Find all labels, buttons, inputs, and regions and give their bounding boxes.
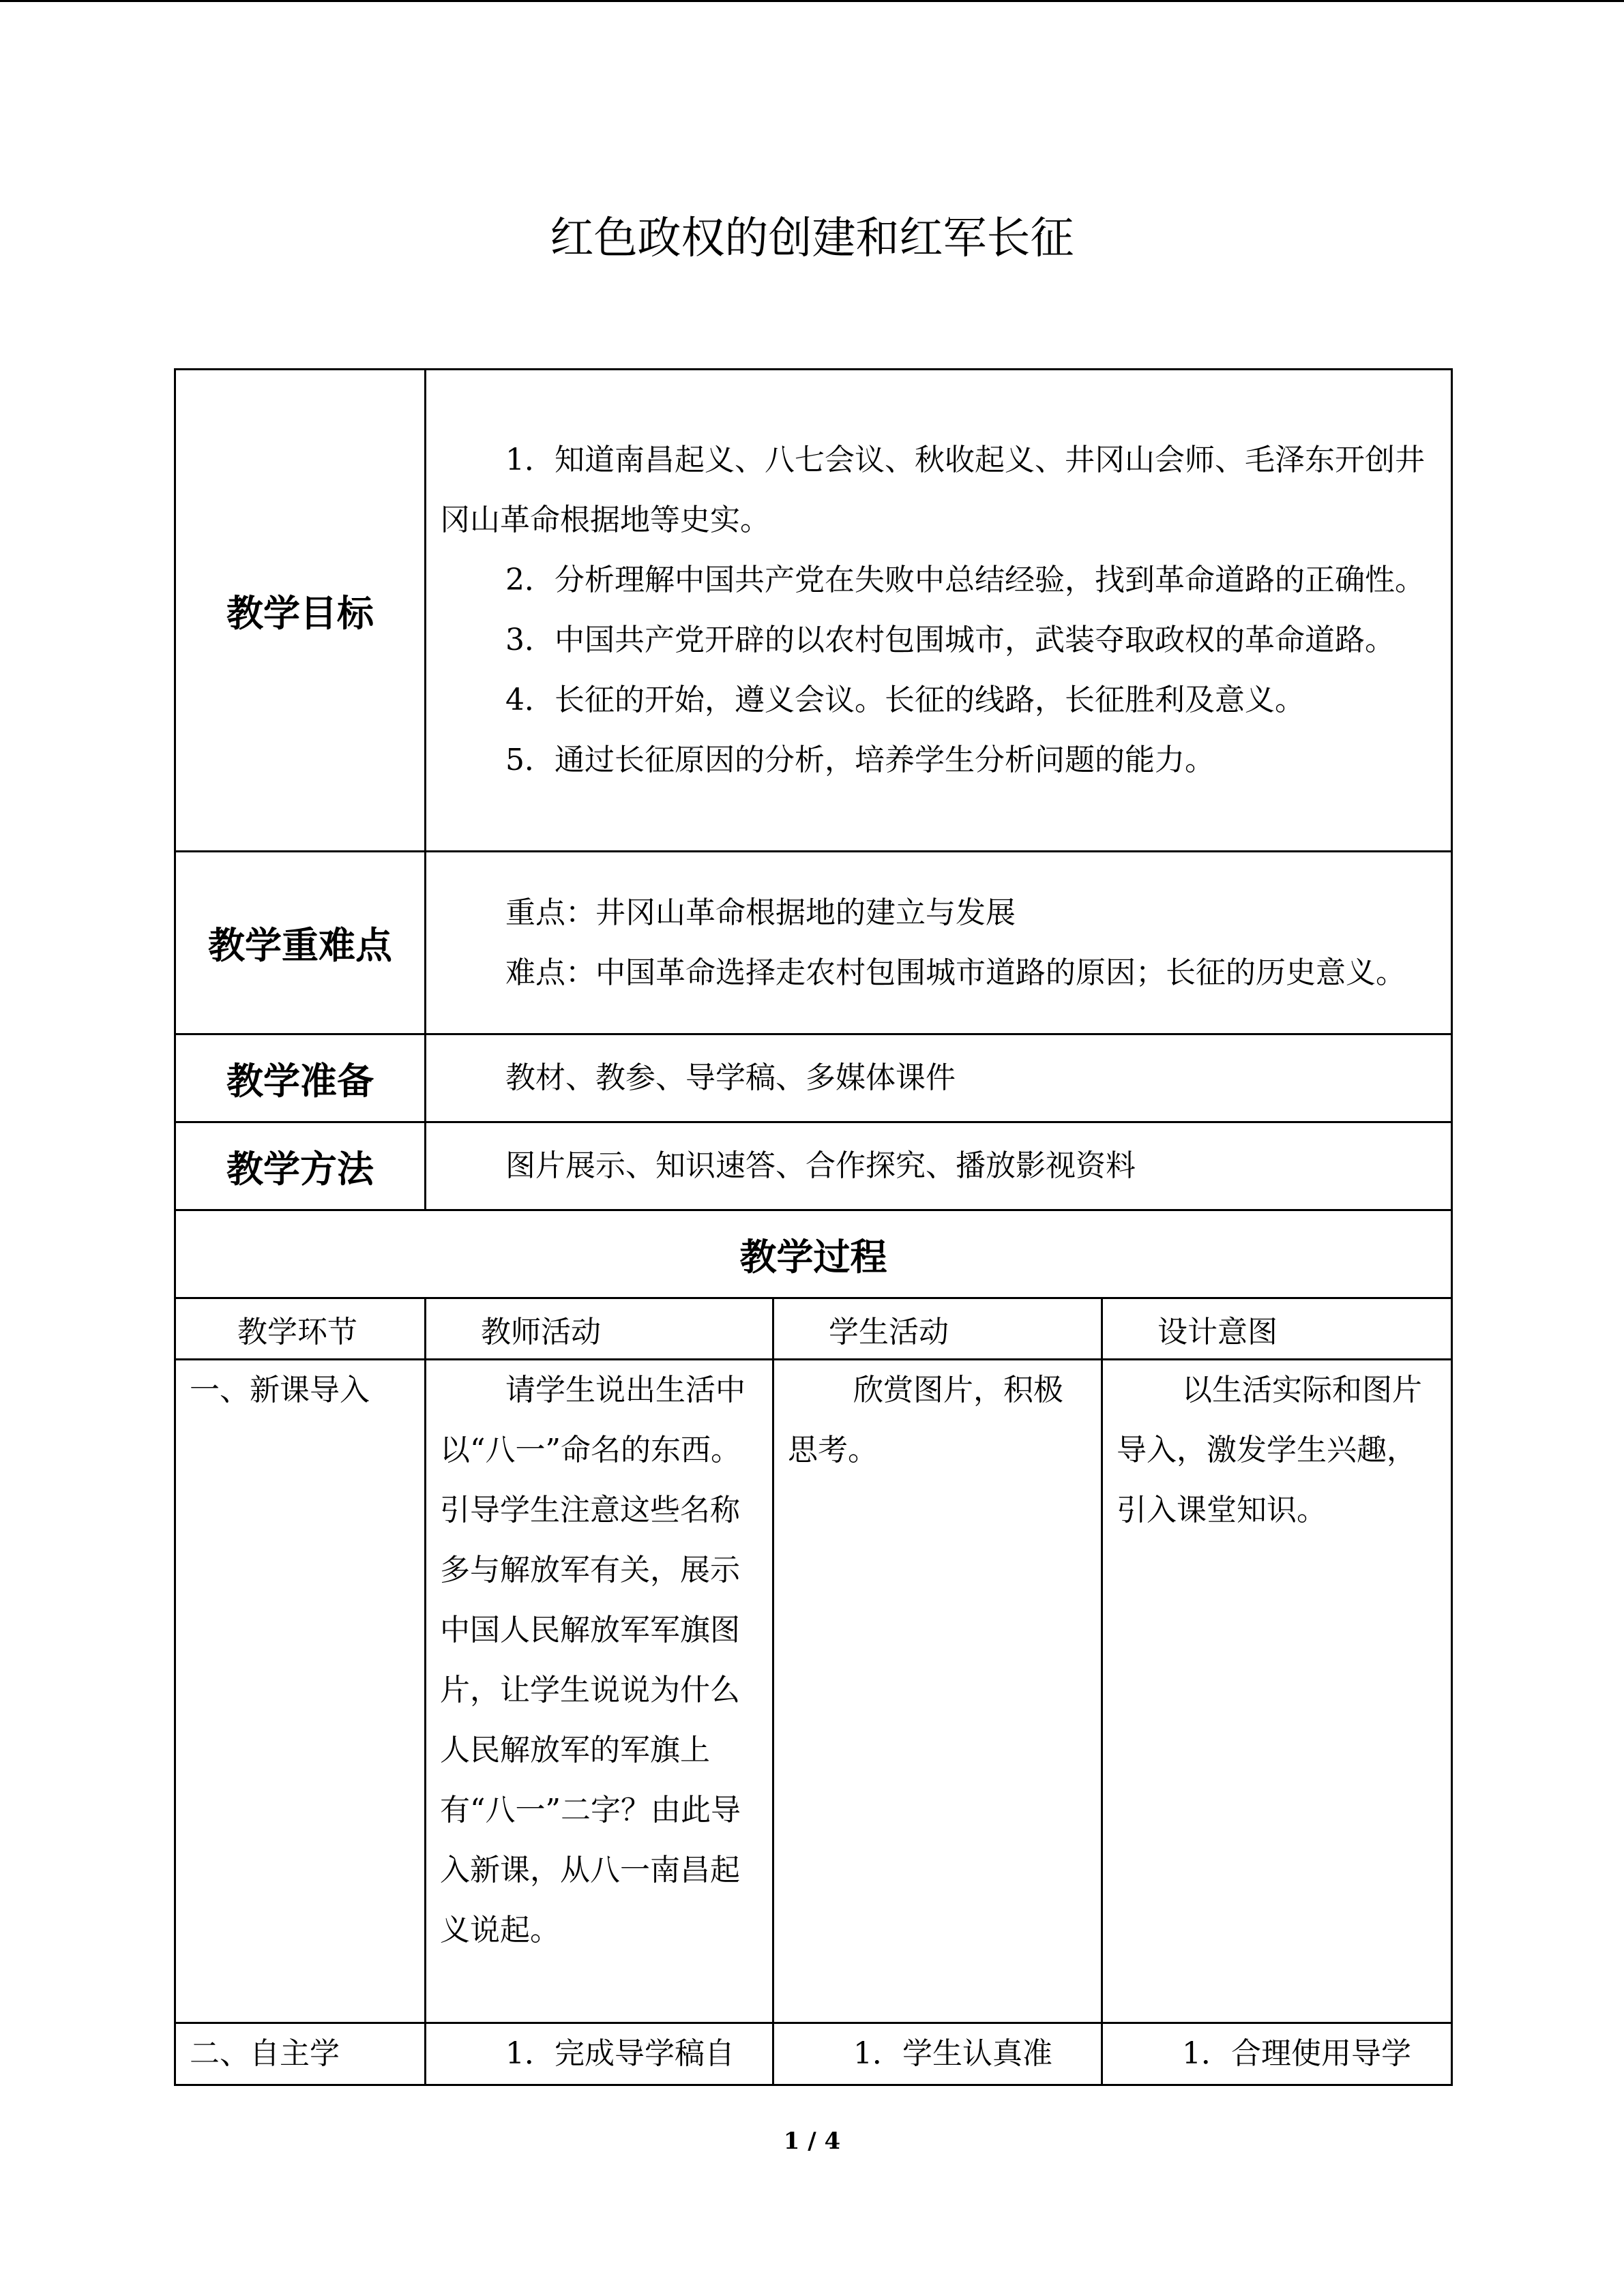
methods-text: 图片展示、知识速答、合作探究、播放影视资料 [505,1148,1136,1183]
intent-text: 以生活实际和图片导入，激发学生兴趣，引入课堂知识。 [1117,1373,1422,1527]
intent-cell [1102,2023,1452,2085]
preparation-label: 教学准备 [175,1034,426,1122]
header-stage: 教学环节 [175,1298,426,1360]
student-text: 欣赏图片，积极思考。 [788,1373,1063,1467]
header-intent: 设计意图 [1102,1298,1452,1360]
teacher-text: 1．完成导学稿自 [505,2036,735,2071]
difficulty-text: 难点：中国革命选择走农村包围城市道路的原因；长征的历史意义。 [505,955,1406,990]
student-cell [773,2023,1102,2085]
stage-text: 一、新课导入 [190,1373,370,1407]
stage-text: 二、自主学 [190,2036,340,2071]
methods-label: 教学方法 [175,1122,426,1210]
objectives-content [426,370,1452,852]
process-header-row [175,1298,1452,1360]
preparation-content [426,1034,1452,1122]
table-row [175,2023,1452,2085]
preparation-text: 教材、教参、导学稿、多媒体课件 [505,1060,956,1095]
methods-row [175,1122,1452,1210]
intent-text: 1．合理使用导学 [1182,2036,1411,2071]
objective-item: 3．中国共产党开辟的以农村包围城市，武装夺取政权的革命道路。 [505,623,1395,657]
process-banner-row [175,1210,1452,1298]
header-student: 学生活动 [773,1298,1102,1360]
key-points-content [426,852,1452,1034]
key-points-row [175,852,1452,1034]
page-title: 红色政权的创建和红军长征 [550,213,1074,264]
teacher-cell [426,1360,773,2023]
objective-item: 2．分析理解中国共产党在失败中总结经验，找到革命道路的正确性。 [505,563,1425,597]
methods-content [426,1122,1452,1210]
objective-item: 4．长征的开始，遵义会议。长征的线路，长征胜利及意义。 [505,683,1305,717]
key-points-label: 教学重难点 [175,852,426,1034]
page-number: 1 / 4 [783,2128,841,2155]
student-text: 1．学生认真准 [853,2036,1052,2071]
top-border-line [0,0,1624,2]
objective-item: 1．知道南昌起义、八七会议、秋收起义、井冈山会师、毛泽东开创井冈山革命根据地等史实。 [440,443,1425,537]
student-cell [773,1360,1102,2023]
intent-cell [1102,1360,1452,2023]
objectives-label: 教学目标 [175,370,426,852]
preparation-row [175,1034,1452,1122]
teacher-cell [426,2023,773,2085]
header-teacher: 教师活动 [426,1298,773,1360]
stage-cell [175,1360,426,2023]
objectives-row [175,370,1452,852]
focus-text: 重点：井冈山革命根据地的建立与发展 [505,895,1016,930]
lesson-plan-table [174,368,1453,2086]
teacher-text: 请学生说出生活中以“八一”命名的东西。引导学生注意这些名称多与解放军有关，展示中国人民解放军军旗图片，让学生说说为什么人民解放军的军旗上有“八一”二字？由此导入新课，从八一南昌起义说起。 [440,1373,745,1948]
table-row [175,1360,1452,2023]
objective-item: 5．通过长征原因的分析，培养学生分析问题的能力。 [505,743,1215,777]
process-banner: 教学过程 [175,1210,1452,1298]
stage-cell [175,2023,426,2085]
